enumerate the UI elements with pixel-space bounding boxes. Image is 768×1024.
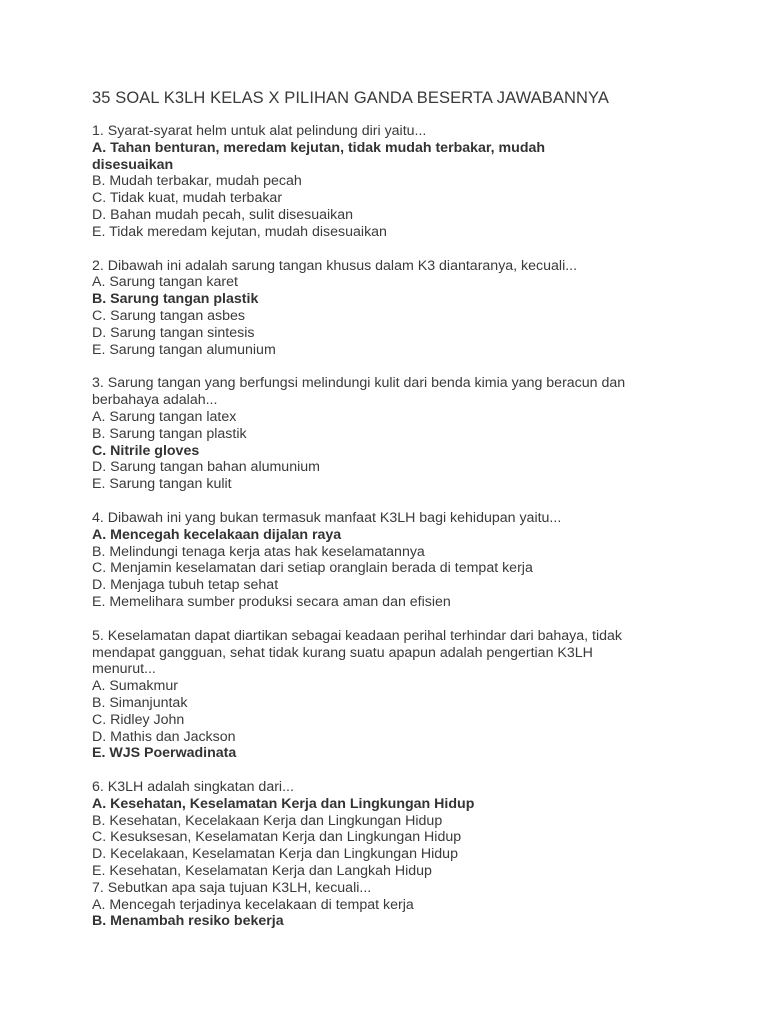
answer-option: D. Sarung tangan bahan alumunium bbox=[92, 459, 320, 476]
question-stem: mendapat gangguan, sehat tidak kurang suatu apapun adalah pengertian K3LH bbox=[92, 644, 593, 661]
answer-option: D. Bahan mudah pecah, sulit disesuaikan bbox=[92, 206, 354, 223]
answer-option: A. Sarung tangan karet bbox=[92, 274, 238, 291]
question-5 bbox=[92, 628, 692, 762]
document-title: 35 SOAL K3LH KELAS X PILIHAN GANDA BESERTA JAWABANNYA bbox=[92, 89, 609, 107]
answer-option: E. Memelihara sumber produksi secara aman dan efisien bbox=[92, 593, 451, 610]
answer-option: B. Simanjuntak bbox=[92, 694, 188, 711]
answer-option: A. Sumakmur bbox=[92, 678, 178, 695]
answer-option: C. Sarung tangan asbes bbox=[92, 307, 246, 324]
correct-answer-option: A. Mencegah kecelakaan dijalan raya bbox=[92, 526, 342, 543]
answer-option: D. Sarung tangan sintesis bbox=[92, 324, 255, 341]
question-6 bbox=[92, 779, 692, 880]
answer-option: D. Mathis dan Jackson bbox=[92, 728, 236, 745]
question-stem: 5. Keselamatan dapat diartikan sebagai keadaan perihal terhindar dari bahaya, tidak bbox=[92, 627, 623, 644]
answer-option: E. Kesehatan, Keselamatan Kerja dan Langkah Hidup bbox=[92, 863, 432, 880]
answer-option: D. Kecelakaan, Keselamatan Kerja dan Lingkungan Hidup bbox=[92, 846, 458, 863]
question-stem: 2. Dibawah ini adalah sarung tangan khusus dalam K3 diantaranya, kecuali... bbox=[92, 257, 578, 274]
correct-answer-option: A. Tahan benturan, meredam kejutan, tidak mudah terbakar, mudah bbox=[92, 139, 546, 156]
answer-option: B. Kesehatan, Kecelakaan Kerja dan Lingkungan Hidup bbox=[92, 812, 443, 829]
question-list bbox=[92, 123, 692, 930]
answer-option: A. Mencegah terjadinya kecelakaan di tempat kerja bbox=[92, 896, 414, 913]
correct-answer-option: E. WJS Poerwadinata bbox=[92, 745, 237, 762]
question-stem: berbahaya adalah... bbox=[92, 392, 218, 409]
answer-option: E. Tidak meredam kejutan, mudah disesuaikan bbox=[92, 223, 387, 240]
question-7 bbox=[92, 880, 692, 930]
question-3 bbox=[92, 375, 692, 493]
question-1 bbox=[92, 123, 692, 241]
answer-option: B. Mudah terbakar, mudah pecah bbox=[92, 173, 302, 190]
answer-option: C. Menjamin keselamatan dari setiap oranglain berada di tempat kerja bbox=[92, 560, 533, 577]
answer-option: D. Menjaga tubuh tetap sehat bbox=[92, 577, 279, 594]
answer-option: C. Ridley John bbox=[92, 711, 185, 728]
correct-answer-option: B. Sarung tangan plastik bbox=[92, 291, 259, 308]
correct-answer-option: C. Nitrile gloves bbox=[92, 442, 200, 459]
question-2 bbox=[92, 258, 692, 359]
correct-answer-option: A. Kesehatan, Keselamatan Kerja dan Lingkungan Hidup bbox=[92, 795, 475, 812]
question-stem: 1. Syarat-syarat helm untuk alat pelindung diri yaitu... bbox=[92, 123, 427, 139]
question-4 bbox=[92, 510, 692, 611]
correct-answer-option: disesuaikan bbox=[92, 156, 174, 173]
answer-option: C. Tidak kuat, mudah terbakar bbox=[92, 190, 283, 207]
answer-option: B. Sarung tangan plastik bbox=[92, 425, 247, 442]
correct-answer-option: B. Menambah resiko bekerja bbox=[92, 913, 284, 930]
question-stem: menurut... bbox=[92, 661, 156, 678]
answer-option: E. Sarung tangan kulit bbox=[92, 476, 232, 493]
answer-option: E. Sarung tangan alumunium bbox=[92, 341, 276, 358]
question-stem: 3. Sarung tangan yang berfungsi melindungi kulit dari benda kimia yang beracun dan bbox=[92, 375, 626, 392]
document-page bbox=[92, 88, 692, 947]
question-stem: 4. Dibawah ini yang bukan termasuk manfaat K3LH bagi kehidupan yaitu... bbox=[92, 509, 562, 526]
question-stem: 7. Sebutkan apa saja tujuan K3LH, kecuali... bbox=[92, 879, 372, 896]
answer-option: C. Kesuksesan, Keselamatan Kerja dan Lingkungan Hidup bbox=[92, 829, 462, 846]
question-stem: 6. K3LH adalah singkatan dari... bbox=[92, 779, 294, 796]
answer-option: A. Sarung tangan latex bbox=[92, 408, 237, 425]
answer-option: B. Melindungi tenaga kerja atas hak keselamatannya bbox=[92, 543, 425, 560]
